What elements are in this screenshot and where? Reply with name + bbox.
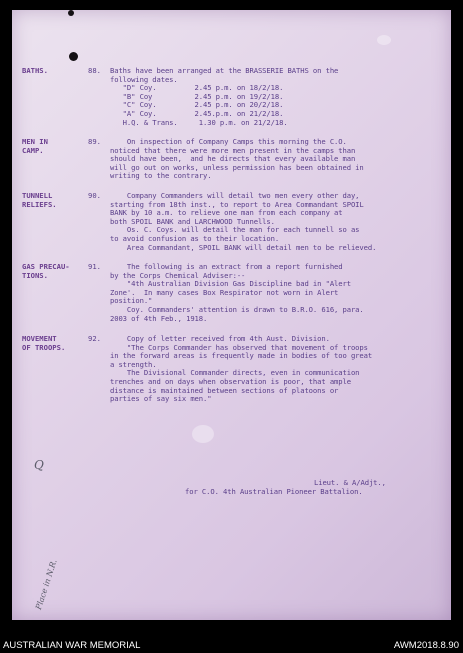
text-line: following dates. — [110, 74, 178, 84]
paragraph-89-body — [110, 138, 364, 181]
signature-for-line: for C.O. 4th Australian Pioneer Battalion. — [185, 487, 363, 496]
text-line: both SPOIL BANK and LARCHWOOD Tunnells. — [110, 216, 275, 226]
text-line: "4th Australian Division Gas Discipline bad in "Alert — [110, 279, 351, 289]
text-line: distance is maintained between sections of platoons or — [110, 385, 339, 395]
text-line: "C" Coy. 2.45 p.m. on 20/2/18. — [110, 100, 284, 110]
text-line: position." — [110, 296, 153, 306]
paragraph-number: 91. — [88, 262, 101, 271]
margin-heading-gas-precautions: GAS PRECAU- TIONS. — [22, 262, 70, 280]
text-line: writing to the contrary. — [110, 171, 212, 181]
text-line: will go out on works, unless permission has been obtained in — [110, 162, 364, 172]
paragraph-number: 92. — [88, 334, 101, 343]
text-line: by the Corps Chemical Adviser:-- — [110, 270, 246, 280]
text-line: Coy. Commanders' attention is drawn to B.R.O. 616, para. — [110, 304, 364, 314]
paragraph-number: 88. — [88, 66, 101, 75]
pencil-note: Place in N.R. — [34, 558, 59, 611]
paragraph-number: 89. — [88, 137, 101, 146]
text-line: Zone'. In many cases Box Respirator not worn in Alert — [110, 287, 339, 297]
paper-stain — [377, 35, 391, 45]
pencil-mark: Q — [34, 458, 44, 472]
text-line: noticed that there were more men present in the camps than — [110, 145, 356, 155]
margin-heading-tunnell-reliefs: TUNNELL RELIEFS. — [22, 191, 57, 209]
margin-heading-baths: BATHS. — [22, 66, 48, 75]
margin-heading-movement-of-troops: MOVEMENT OF TROOPS. — [22, 334, 66, 352]
footer-bar — [0, 638, 463, 653]
punch-hole — [68, 10, 74, 16]
text-line: H.Q. & Trans. 1.30 p.m. on 21/2/18. — [110, 117, 288, 127]
text-line: 2003 of 4th Feb., 1918. — [110, 313, 208, 323]
text-line: "D" Coy. 2.45 p.m. on 18/2/18. — [110, 83, 284, 93]
text-line: "The Corps Commander has observed that movement of troops — [110, 342, 368, 352]
text-line: Baths have been arranged at the BRASSERIE BATHS on the — [110, 66, 339, 75]
paragraph-91-body — [110, 263, 364, 323]
paper-stain — [192, 425, 214, 443]
text-line: parties of say six men." — [110, 394, 212, 404]
text-line: Area Commandant, SPOIL BANK will detail men to be relieved. — [110, 242, 377, 252]
paragraph-88-body — [110, 67, 338, 127]
paragraph-90-body — [110, 192, 376, 252]
text-line: trenches and on days when observation is poor, that ample — [110, 376, 351, 386]
footer-institution: AUSTRALIAN WAR MEMORIAL — [3, 640, 141, 651]
text-line: to avoid confusion as to their location. — [110, 233, 280, 243]
footer-accession-number: AWM2018.8.90 — [393, 640, 459, 651]
text-line: should have been, and he directs that every available man — [110, 154, 356, 164]
text-line: BANK by 10 a.m. to relieve one man from each company at — [110, 208, 343, 218]
text-line: The Divisional Commander directs, even in communication — [110, 368, 360, 378]
text-line: The following is an extract from a report furnished — [110, 262, 343, 271]
text-line: starting from 18th inst., to report to Area Commandant SPOIL — [110, 199, 364, 209]
text-line: "A" Coy. 2.45.p.m. on 21/2/18. — [110, 108, 284, 118]
document-page — [12, 10, 451, 620]
text-line: a strength. — [110, 359, 157, 369]
margin-heading-men-in-camp: MEN IN CAMP. — [22, 137, 48, 155]
text-line: Os. C. Coys. will detail the man for each tunnell so as — [110, 225, 360, 235]
text-line: Company Commanders will detail two men every other day, — [110, 191, 360, 200]
signature-rank: Lieut. & A/Adjt., — [314, 478, 386, 487]
paragraph-number: 90. — [88, 191, 101, 200]
text-line: in the forward areas is frequently made in bodies of too great — [110, 351, 373, 361]
text-line: "B" Coy 2.45 p.m. on 19/2/18. — [110, 91, 284, 101]
text-line: Copy of letter received from 4th Aust. Division. — [110, 334, 330, 343]
text-line: On inspection of Company Camps this morning the C.O. — [110, 137, 347, 146]
punch-hole — [69, 52, 78, 61]
paragraph-92-body — [110, 335, 372, 404]
